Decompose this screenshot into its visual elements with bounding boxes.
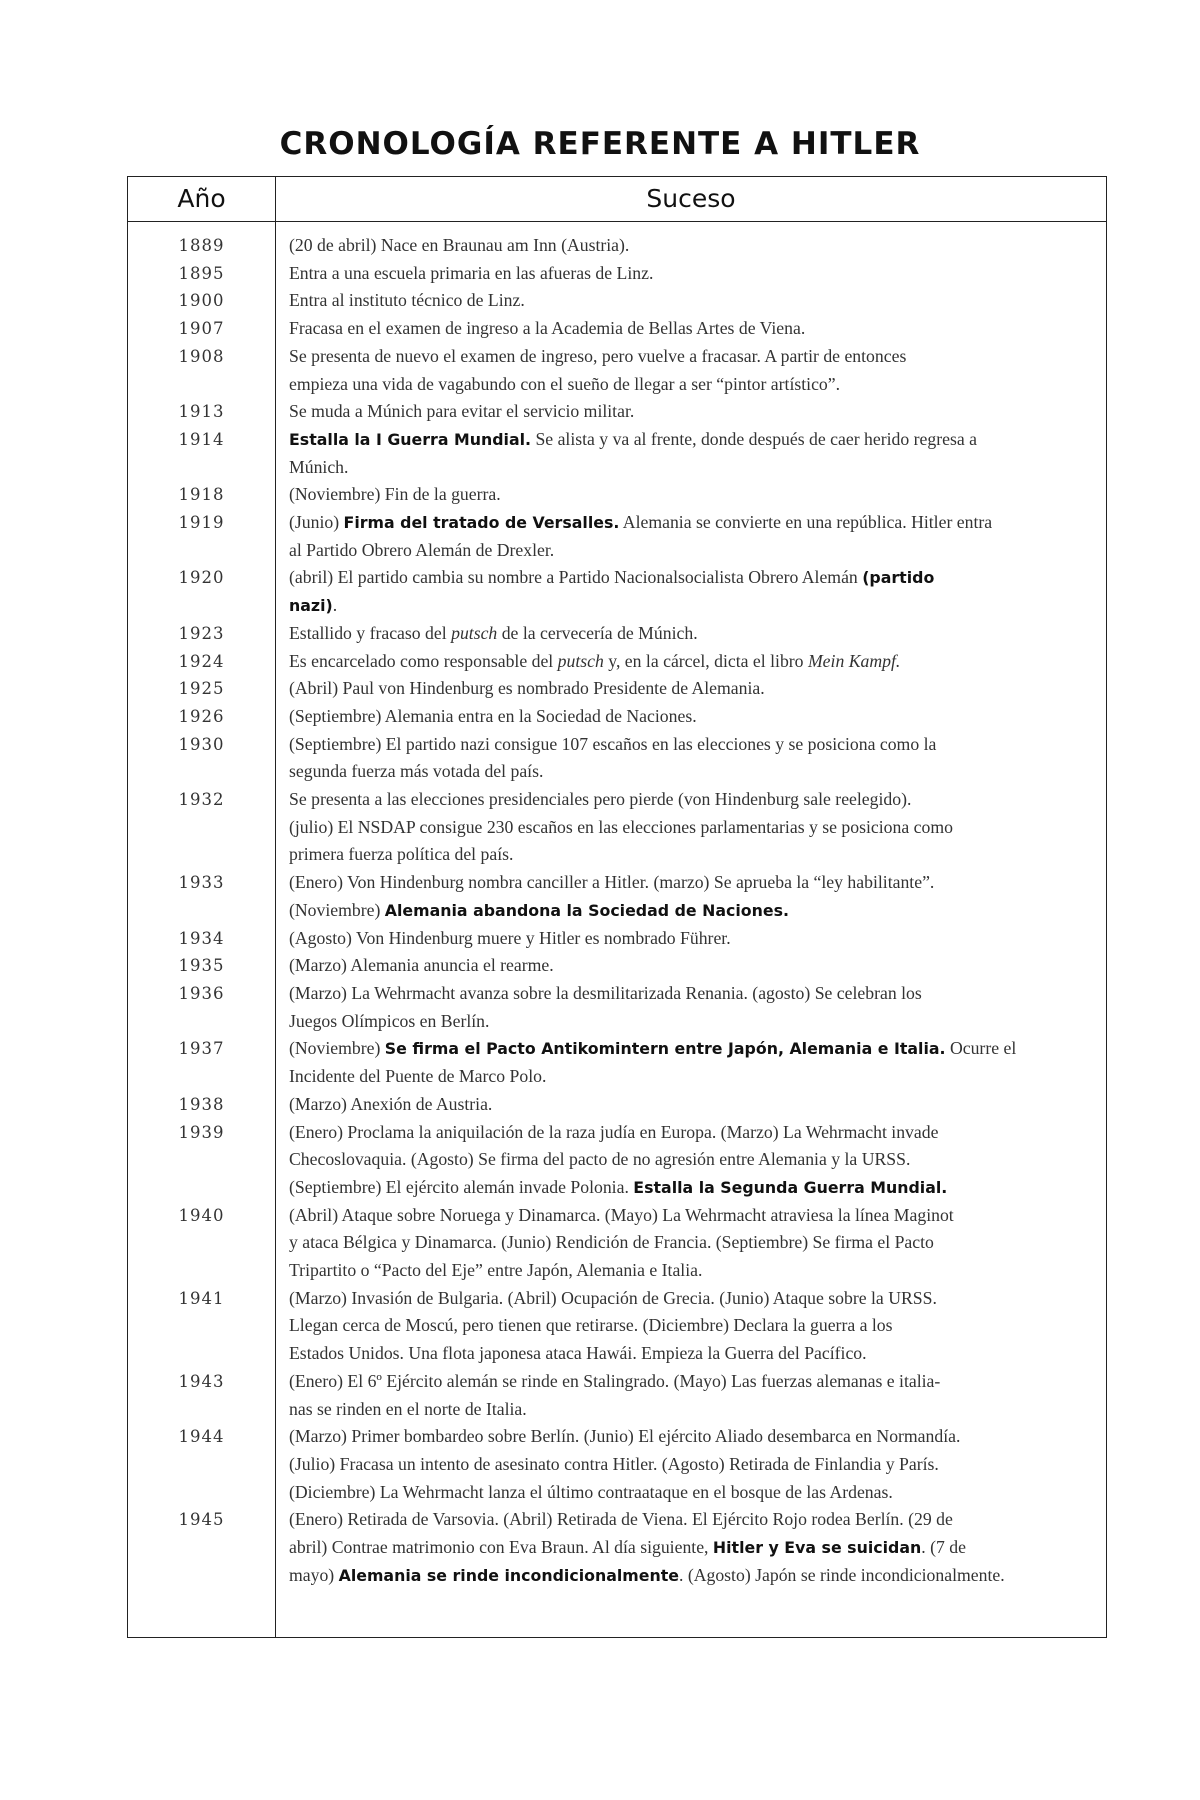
event-text: Incidente del Puente de Marco Polo.	[289, 1066, 547, 1087]
event-text: (Septiembre) Alemania entra en la Sociedad de Naciones.	[289, 705, 697, 726]
event-text: (Enero) Retirada de Varsovia. (Abril) Retirada de Viena. El Ejército Rojo rodea Berlín. (29 de	[289, 1509, 953, 1530]
event-line	[289, 1340, 1096, 1368]
event-text: Estallido y fracaso del	[289, 622, 452, 643]
event-line	[289, 537, 1096, 565]
event-text: Estados Unidos. Una flota japonesa ataca Hawái. Empieza la Guerra del Pacífico.	[289, 1343, 867, 1364]
event-text: (Marzo) Primer bombardeo sobre Berlín. (Junio) El ejército Aliado desembarca en Normandía.	[289, 1426, 961, 1447]
event-cell	[275, 287, 1106, 315]
year-cell: 1941	[178, 1288, 225, 1308]
year-cell: 1926	[178, 706, 225, 726]
event-text: (Julio) Fracasa un intento de asesinato contra Hitler. (Agosto) Retirada de Finlandia y París.	[289, 1453, 939, 1474]
event-line	[289, 758, 1096, 786]
year-cell: 1936	[178, 983, 225, 1003]
event-text: Fracasa en el examen de ingreso a la Academia de Bellas Artes de Viena.	[289, 318, 806, 339]
event-text: primera fuerza política del país.	[289, 844, 514, 865]
bold-text: nazi)	[289, 596, 333, 616]
event-text: (Noviembre) Fin de la guerra.	[289, 484, 501, 505]
event-line	[289, 564, 1096, 592]
event-line	[289, 648, 1096, 676]
table-row	[128, 287, 1106, 315]
event-line	[289, 786, 1096, 814]
event-text: Es encarcelado como responsable del	[289, 650, 558, 671]
event-text: (Enero) Proclama la aniquilación de la raza judía en Europa. (Marzo) La Wehrmacht invade	[289, 1121, 939, 1142]
event-line	[289, 675, 1096, 703]
event-line	[289, 287, 1096, 315]
event-text: (Marzo) Alemania anuncia el rearme.	[289, 955, 554, 976]
event-line	[289, 1174, 1096, 1202]
table-row	[128, 315, 1106, 343]
event-text: Checoslovaquia. (Agosto) Se firma del pacto de no agresión entre Alemania y la URSS.	[289, 1149, 911, 1170]
event-line	[289, 260, 1096, 288]
event-text: empieza una vida de vagabundo con el sueño de llegar a ser “pintor artístico”.	[289, 373, 841, 394]
event-text: Se alista y va al frente, donde después de caer herido regresa a	[531, 428, 977, 449]
event-text: abril) Contrae matrimonio con Eva Braun. Al día siguiente,	[289, 1537, 713, 1558]
event-cell	[275, 925, 1106, 953]
event-line	[289, 1119, 1096, 1147]
year-cell: 1920	[178, 568, 225, 588]
event-line	[289, 232, 1096, 260]
event-cell	[275, 564, 1106, 619]
bold-text: Alemania se rinde incondicionalmente	[338, 1565, 679, 1585]
page-title: CRONOLOGÍA REFERENTE A HITLER	[279, 126, 921, 162]
event-line	[289, 1423, 1096, 1451]
table-row	[128, 1506, 1106, 1589]
year-cell: 1932	[178, 790, 225, 810]
event-line	[289, 869, 1096, 897]
event-text: (20 de abril) Nace en Braunau am Inn (Austria).	[289, 235, 630, 255]
year-cell: 1900	[178, 291, 225, 311]
event-line	[289, 1035, 1096, 1063]
year-cell: 1933	[178, 873, 225, 893]
table-row	[128, 980, 1106, 1035]
event-cell	[275, 620, 1106, 648]
bold-text: Estalla la I Guerra Mundial.	[289, 429, 532, 449]
year-cell: 1945	[178, 1510, 225, 1530]
event-line	[289, 1063, 1096, 1091]
table-row	[128, 869, 1106, 924]
event-line	[289, 1506, 1096, 1534]
year-cell: 1938	[178, 1094, 225, 1114]
table-row	[128, 1091, 1106, 1119]
event-text: Juegos Olímpicos en Berlín.	[289, 1010, 490, 1031]
event-text: Entra a una escuela primaria en las afueras de Linz.	[289, 262, 654, 283]
event-text: Tripartito o “Pacto del Eje” entre Japón, Alemania e Italia.	[289, 1260, 703, 1281]
event-cell	[275, 343, 1106, 398]
event-cell	[275, 648, 1106, 676]
table-row	[128, 1202, 1106, 1285]
bold-text: Alemania abandona la Sociedad de Naciones.	[384, 900, 789, 920]
year-cell: 1907	[178, 319, 225, 339]
event-line	[289, 1146, 1096, 1174]
table-row	[128, 1368, 1106, 1423]
italic-text: putsch	[557, 650, 604, 671]
table-row	[128, 648, 1106, 676]
year-cell: 1913	[178, 402, 225, 422]
year-cell: 1943	[178, 1371, 225, 1391]
event-text: Múnich.	[289, 456, 349, 477]
header-event: Suceso	[646, 184, 736, 213]
event-text: (abril) El partido cambia su nombre a Partido Nacionalsocialista Obrero Alemán	[289, 567, 863, 588]
bold-text: Firma del tratado de Versalles.	[343, 513, 620, 533]
event-cell	[275, 980, 1106, 1035]
event-line	[289, 841, 1096, 869]
year-cell: 1923	[178, 623, 225, 643]
event-line	[289, 703, 1096, 731]
event-line	[289, 1312, 1096, 1340]
event-line	[289, 509, 1096, 537]
event-cell	[275, 1423, 1106, 1506]
italic-text: Mein Kampf.	[807, 650, 901, 671]
event-line	[289, 1534, 1096, 1562]
event-cell	[275, 703, 1106, 731]
event-text: (Noviembre)	[289, 1038, 385, 1059]
year-cell: 1919	[178, 513, 225, 533]
event-text: mayo)	[289, 1564, 339, 1585]
event-line	[289, 315, 1096, 343]
year-cell: 1944	[178, 1427, 225, 1447]
year-cell: 1925	[178, 679, 225, 699]
table-row	[128, 786, 1106, 869]
event-text: (Enero) El 6º Ejército alemán se rinde en Stalingrado. (Mayo) Las fuerzas alemanas e italia-	[289, 1370, 941, 1391]
table-row	[128, 509, 1106, 564]
bold-text: Hitler y Eva se suicidan	[712, 1538, 922, 1558]
event-line	[289, 1257, 1096, 1285]
event-text: Se presenta de nuevo el examen de ingreso, pero vuelve a fracasar. A partir de entonces	[289, 345, 907, 366]
year-cell: 1930	[178, 734, 225, 754]
event-line	[289, 592, 1096, 620]
event-line	[289, 398, 1096, 426]
event-text: (Abril) Paul von Hindenburg es nombrado Presidente de Alemania.	[289, 678, 765, 699]
event-line	[289, 1229, 1096, 1257]
event-cell	[275, 315, 1106, 343]
event-text: (Noviembre)	[289, 899, 385, 920]
year-cell: 1939	[178, 1122, 225, 1142]
table-row	[128, 564, 1106, 619]
header-year: Año	[177, 184, 226, 213]
year-cell: 1934	[178, 928, 225, 948]
event-text: . (Agosto) Japón se rinde incondicionalmente.	[678, 1564, 1005, 1585]
event-text: (Abril) Ataque sobre Noruega y Dinamarca. (Mayo) La Wehrmacht atraviesa la línea Maginot	[289, 1204, 954, 1225]
event-text: (Enero) Von Hindenburg nombra canciller a Hitler. (marzo) Se aprueba la “ley habilitante”.	[289, 872, 935, 893]
event-line	[289, 426, 1096, 454]
event-cell	[275, 1506, 1106, 1589]
table-row	[128, 620, 1106, 648]
event-text: . (7 de	[921, 1537, 966, 1558]
event-line	[289, 980, 1096, 1008]
table-header	[128, 177, 1106, 222]
table-row	[128, 675, 1106, 703]
event-text: al Partido Obrero Alemán de Drexler.	[289, 539, 555, 560]
event-cell	[275, 426, 1106, 481]
event-text: (Marzo) Invasión de Bulgaria. (Abril) Ocupación de Grecia. (Junio) Ataque sobre la URSS.	[289, 1287, 937, 1308]
table-row	[128, 1035, 1106, 1090]
table-row	[128, 232, 1106, 260]
event-text: de la cervecería de Múnich.	[497, 622, 698, 643]
event-line	[289, 1451, 1096, 1479]
event-cell	[275, 1119, 1106, 1202]
table-row	[128, 1285, 1106, 1368]
event-text: (Agosto) Von Hindenburg muere y Hitler es nombrado Führer.	[289, 927, 731, 948]
event-text: (Junio)	[289, 512, 344, 533]
table-row	[128, 1423, 1106, 1506]
event-cell	[275, 786, 1106, 869]
table-row	[128, 1119, 1106, 1202]
table-row	[128, 731, 1106, 786]
table-row	[128, 703, 1106, 731]
event-text: (Diciembre) La Wehrmacht lanza el último contraataque en el bosque de las Ardenas.	[289, 1481, 893, 1502]
table-row	[128, 952, 1106, 980]
event-line	[289, 1562, 1096, 1590]
table-body	[128, 232, 1106, 1589]
table-row	[128, 343, 1106, 398]
event-cell	[275, 1035, 1106, 1090]
event-text: Llegan cerca de Moscú, pero tienen que retirarse. (Diciembre) Declara la guerra a los	[289, 1315, 893, 1336]
event-text: nas se rinden en el norte de Italia.	[289, 1398, 527, 1419]
year-cell: 1908	[178, 346, 225, 366]
table-row	[128, 260, 1106, 288]
bold-text: Se firma el Pacto Antikomintern entre Japón, Alemania e Italia.	[384, 1039, 946, 1059]
event-line	[289, 1479, 1096, 1507]
year-cell: 1918	[178, 485, 225, 505]
event-cell	[275, 481, 1106, 509]
event-cell	[275, 675, 1106, 703]
event-line	[289, 454, 1096, 482]
bold-text: (partido	[862, 568, 935, 588]
table-row	[128, 925, 1106, 953]
event-text: (Septiembre) El partido nazi consigue 107 escaños en las elecciones y se posiciona como la	[289, 733, 937, 754]
year-cell: 1924	[178, 651, 225, 671]
event-line	[289, 1008, 1096, 1036]
table-row	[128, 398, 1106, 426]
event-text: Alemania se convierte en una república. Hitler entra	[619, 512, 993, 533]
event-text: (julio) El NSDAP consigue 230 escaños en las elecciones parlamentarias y se posiciona como	[289, 816, 953, 837]
event-cell	[275, 1202, 1106, 1285]
event-line	[289, 620, 1096, 648]
event-line	[289, 897, 1096, 925]
event-line	[289, 481, 1096, 509]
italic-text: putsch	[451, 622, 498, 643]
year-cell: 1937	[178, 1039, 225, 1059]
event-text: .	[332, 595, 338, 616]
year-cell: 1889	[178, 236, 225, 255]
event-text: Se presenta a las elecciones presidenciales pero pierde (von Hindenburg sale reelegido).	[289, 789, 912, 810]
event-line	[289, 952, 1096, 980]
event-text: Entra al instituto técnico de Linz.	[289, 290, 525, 311]
table-row	[128, 481, 1106, 509]
year-cell: 1935	[178, 956, 225, 976]
event-text: (Marzo) Anexión de Austria.	[289, 1093, 493, 1114]
event-line	[289, 343, 1096, 371]
event-text: y ataca Bélgica y Dinamarca. (Junio) Rendición de Francia. (Septiembre) Se firma el Pacto	[289, 1232, 934, 1253]
event-line	[289, 731, 1096, 759]
event-cell	[275, 232, 1106, 260]
event-line	[289, 814, 1096, 842]
year-cell: 1895	[178, 263, 225, 283]
event-text: (Septiembre) El ejército alemán invade Polonia.	[289, 1176, 634, 1197]
bold-text: Estalla la Segunda Guerra Mundial.	[633, 1177, 948, 1197]
table-row	[128, 426, 1106, 481]
event-line	[289, 371, 1096, 399]
event-line	[289, 1396, 1096, 1424]
event-text: (Marzo) La Wehrmacht avanza sobre la desmilitarizada Renania. (agosto) Se celebran los	[289, 982, 922, 1003]
event-cell	[275, 398, 1106, 426]
event-line	[289, 1202, 1096, 1230]
chronology-table	[127, 176, 1107, 1638]
event-cell	[275, 1091, 1106, 1119]
event-cell	[275, 869, 1106, 924]
event-line	[289, 1091, 1096, 1119]
event-cell	[275, 1368, 1106, 1423]
event-text: segunda fuerza más votada del país.	[289, 761, 544, 782]
event-text: Se muda a Múnich para evitar el servicio militar.	[289, 401, 635, 422]
event-cell	[275, 952, 1106, 980]
event-cell	[275, 509, 1106, 564]
year-cell: 1914	[178, 429, 225, 449]
event-line	[289, 1285, 1096, 1313]
year-cell: 1940	[178, 1205, 225, 1225]
event-line	[289, 925, 1096, 953]
event-cell	[275, 1285, 1106, 1368]
event-line	[289, 1368, 1096, 1396]
event-cell	[275, 260, 1106, 288]
event-text: Ocurre el	[945, 1038, 1017, 1059]
event-text: y, en la cárcel, dicta el libro	[603, 650, 808, 671]
event-cell	[275, 731, 1106, 786]
